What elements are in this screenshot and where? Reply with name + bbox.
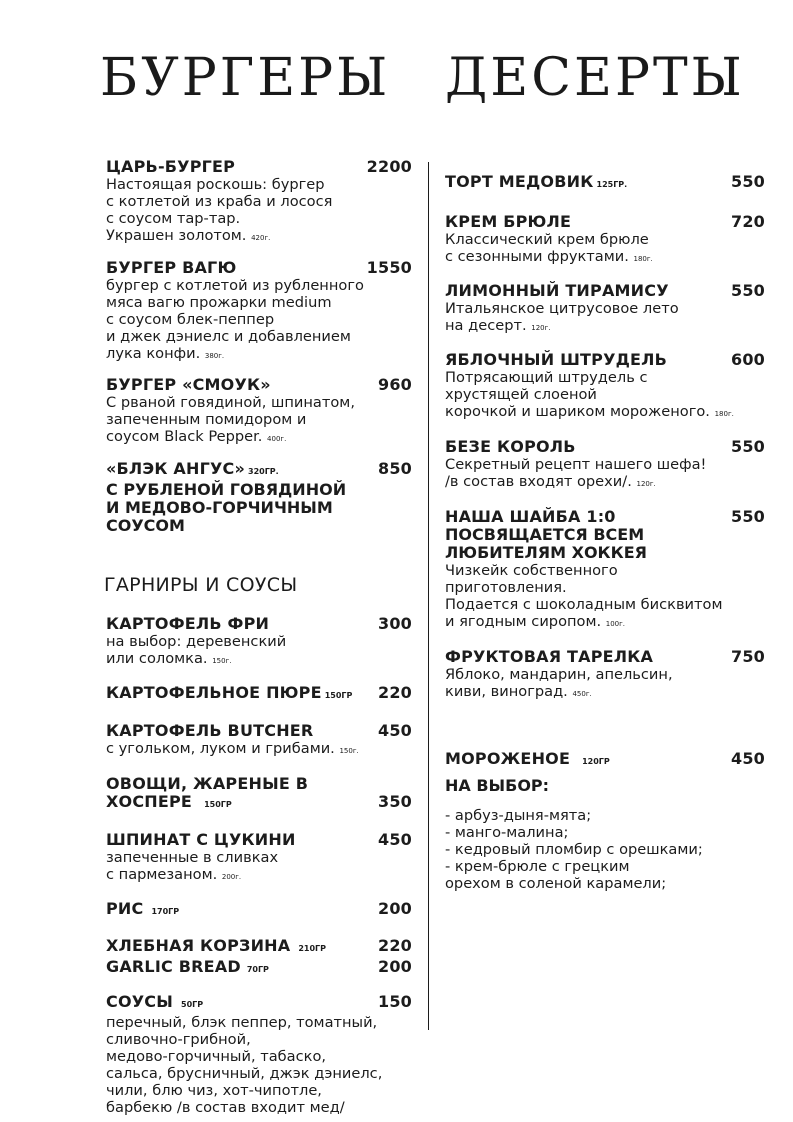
menu-item-apple-strudel [445, 351, 765, 423]
item-price: 450 [378, 830, 412, 849]
item-name: БУРГЕР ВАГЮ [106, 258, 237, 277]
item-weight: 420г. [251, 234, 271, 242]
item-weight: 120г. [531, 324, 551, 332]
item-price: 1550 [366, 258, 412, 277]
item-description: запеченные в сливках с пармезаном. 200г. [106, 849, 279, 883]
item-price: 2200 [366, 157, 412, 176]
menu-item-puck-cheesecake [445, 508, 765, 633]
item-description: Чизкейк собственного приготовления. Подается с шоколадным бисквитом и ягодным сиропом. 100г. [445, 562, 723, 630]
item-weight: 150ГР [324, 691, 353, 700]
right-column [445, 152, 765, 892]
item-price: 750 [731, 647, 765, 666]
item-description: Классический крем брюле с сезонными фруктами. 180г. [445, 231, 653, 265]
item-subtitle: ЛЮБИТЕЛЯМ ХОККЕЯ [445, 543, 647, 562]
item-name: ЛИМОННЫЙ ТИРАМИСУ [445, 281, 669, 300]
item-price: 850 [378, 459, 412, 478]
item-name: СОУСЫ 50ГР [106, 992, 204, 1011]
menu-item-bread-basket [106, 937, 412, 958]
menu-item-black-angus [106, 460, 412, 535]
item-weight: 125ГР. [596, 180, 628, 189]
item-description: Итальянское цитрусовое лето на десерт. 120г. [445, 300, 679, 334]
menu-item-garlic-bread [106, 958, 412, 979]
menu-item-rice [106, 900, 412, 921]
menu-item-honey-cake [445, 173, 765, 194]
menu-item-potato-butcher [106, 722, 412, 760]
item-description: с угольком, луком и грибами. 150г. [106, 740, 359, 757]
item-price: 220 [378, 936, 412, 955]
burgers-title: БУРГЕРЫ [100, 48, 391, 108]
item-name-line1: ОВОЩИ, ЖАРЕНЫЕ В [106, 774, 309, 793]
item-price: 720 [731, 212, 765, 231]
item-name: ШПИНАТ С ЦУКИНИ [106, 830, 296, 849]
menu-item-fruit-plate [445, 648, 765, 703]
item-price: 550 [731, 507, 765, 526]
item-price: 350 [378, 792, 412, 811]
list-item: - арбуз-дыня-мята; [445, 807, 592, 824]
item-price: 550 [731, 281, 765, 300]
item-name: БЕЗЕ КОРОЛЬ [445, 437, 576, 456]
item-name: МОРОЖЕНОЕ 120ГР [445, 749, 610, 768]
desserts-title: ДЕСЕРТЫ [445, 48, 745, 108]
item-name: НАША ШАЙБА 1:0 [445, 507, 616, 526]
menu-item-creme-brulee [445, 213, 765, 268]
item-subtitle: С РУБЛЕНОЙ ГОВЯДИНОЙ [106, 480, 347, 499]
choice-label: НА ВЫБОР: [445, 776, 550, 795]
menu-item-meringue-king [445, 438, 765, 493]
item-description: Яблоко, мандарин, апельсин, киви, виноград. 450г. [445, 666, 673, 700]
item-price: 450 [731, 749, 765, 768]
item-weight: 170ГР [151, 907, 180, 916]
item-name: БУРГЕР «СМОУК» [106, 375, 271, 394]
item-weight: 320ГР. [248, 467, 279, 476]
item-description: Потрясающий штрудель с хрустящей слоеной корочкой и шариком мороженого. 180г. [445, 369, 734, 420]
item-weight: 450г. [572, 690, 592, 698]
item-name: GARLIC BREAD 70ГР [106, 957, 269, 976]
item-description: Секретный рецепт нашего шефа! /в состав входят орехи/. 120г. [445, 456, 707, 490]
item-weight: 120ГР [582, 757, 610, 766]
item-price: 600 [731, 350, 765, 369]
item-name: ТОРТ МЕДОВИК 125ГР. [445, 172, 628, 191]
item-weight: 380г. [204, 352, 225, 360]
menu-item-tsar-burger [106, 158, 412, 247]
item-name: КАРТОФЕЛЬ BUTCHER [106, 721, 314, 740]
menu-item-lemon-tiramisu [445, 282, 765, 337]
ice-cream-options [445, 807, 765, 892]
item-description: на выбор: деревенский или соломка. 150г. [106, 633, 287, 667]
list-item: - кедровый пломбир с орешками; [445, 841, 703, 858]
item-price: 960 [378, 375, 412, 394]
item-weight: 70ГР [246, 965, 269, 974]
list-item: орехом в соленой карамели; [445, 875, 667, 892]
item-name: «БЛЭК АНГУС» 320ГР. [106, 459, 279, 478]
item-weight: 200г. [221, 873, 242, 881]
item-price: 550 [731, 172, 765, 191]
menu-item-fries [106, 615, 412, 670]
item-name: ФРУКТОВАЯ ТАРЕЛКА [445, 647, 654, 666]
item-description: бургер с котлетой из рубленного мяса вагю прожарки medium с соусом блек-пеппер и джек дэниелс и добавлением лука конфи. 380г. [106, 277, 364, 362]
item-name: КАРТОФЕЛЬ ФРИ [106, 614, 270, 633]
item-name: ХОСПЕРЕ 150ГР [106, 792, 232, 811]
item-description: перечный, блэк пеппер, томатный, сливочно-грибной, медово-горчичный, табаско, сальса, брусничный, джэк дэниелс, чили, блю чиз, хот-чипотле, барбекю /в состав входит мед/ [106, 1014, 383, 1116]
garnish-section-title: ГАРНИРЫ И СОУСЫ [104, 574, 298, 596]
item-price: 200 [378, 957, 412, 976]
menu-item-grilled-vegetables [106, 775, 412, 814]
item-description: Настоящая роскошь: бургер с котлетой из краба и лосося с соусом тар-тар. Украшен золотом. 420г. [106, 176, 333, 244]
item-weight: 150ГР [204, 800, 232, 809]
item-weight: 100г. [605, 620, 626, 628]
item-weight: 50ГР [181, 1000, 204, 1009]
item-price: 300 [378, 614, 412, 633]
item-weight: 180г. [714, 410, 734, 418]
item-weight: 180г. [633, 255, 653, 263]
item-weight: 400г. [267, 435, 287, 443]
menu-item-wagyu-burger [106, 259, 412, 365]
item-price: 450 [378, 721, 412, 740]
item-name: КАРТОФЕЛЬНОЕ ПЮРЕ 150ГР [106, 683, 353, 702]
menu-item-mashed-potato [106, 684, 412, 705]
left-column [106, 152, 412, 1116]
item-description: С рваной говядиной, шпинатом, запеченным помидором и соусом Black Pepper. 400г. [106, 394, 355, 445]
item-subtitle: ПОСВЯЩАЕТСЯ ВСЕМ [445, 525, 645, 544]
item-name: ЦАРЬ-БУРГЕР [106, 157, 236, 176]
item-name: КРЕМ БРЮЛЕ [445, 212, 572, 231]
item-name: РИС 170ГР [106, 899, 180, 918]
menu-item-smoke-burger [106, 376, 412, 448]
item-weight: 150г. [339, 747, 359, 755]
item-name: ХЛЕБНАЯ КОРЗИНА 210ГР [106, 936, 327, 955]
item-price: 150 [378, 992, 412, 1011]
item-price: 550 [731, 437, 765, 456]
menu-item-spinach-zucchini [106, 831, 412, 886]
item-subtitle: И МЕДОВО-ГОРЧИЧНЫМ СОУСОМ [106, 498, 333, 535]
item-price: 200 [378, 899, 412, 918]
item-name: ЯБЛОЧНЫЙ ШТРУДЕЛЬ [445, 350, 668, 369]
item-weight: 210ГР [298, 944, 327, 953]
list-item: - манго-малина; [445, 824, 569, 841]
menu-item-ice-cream [445, 750, 765, 892]
item-weight: 120г. [636, 480, 656, 488]
item-price: 220 [378, 683, 412, 702]
column-divider [428, 162, 429, 1030]
item-weight: 150г. [212, 657, 232, 665]
menu-item-sauces [106, 993, 412, 1116]
list-item: - крем-брюле с грецким [445, 858, 630, 875]
